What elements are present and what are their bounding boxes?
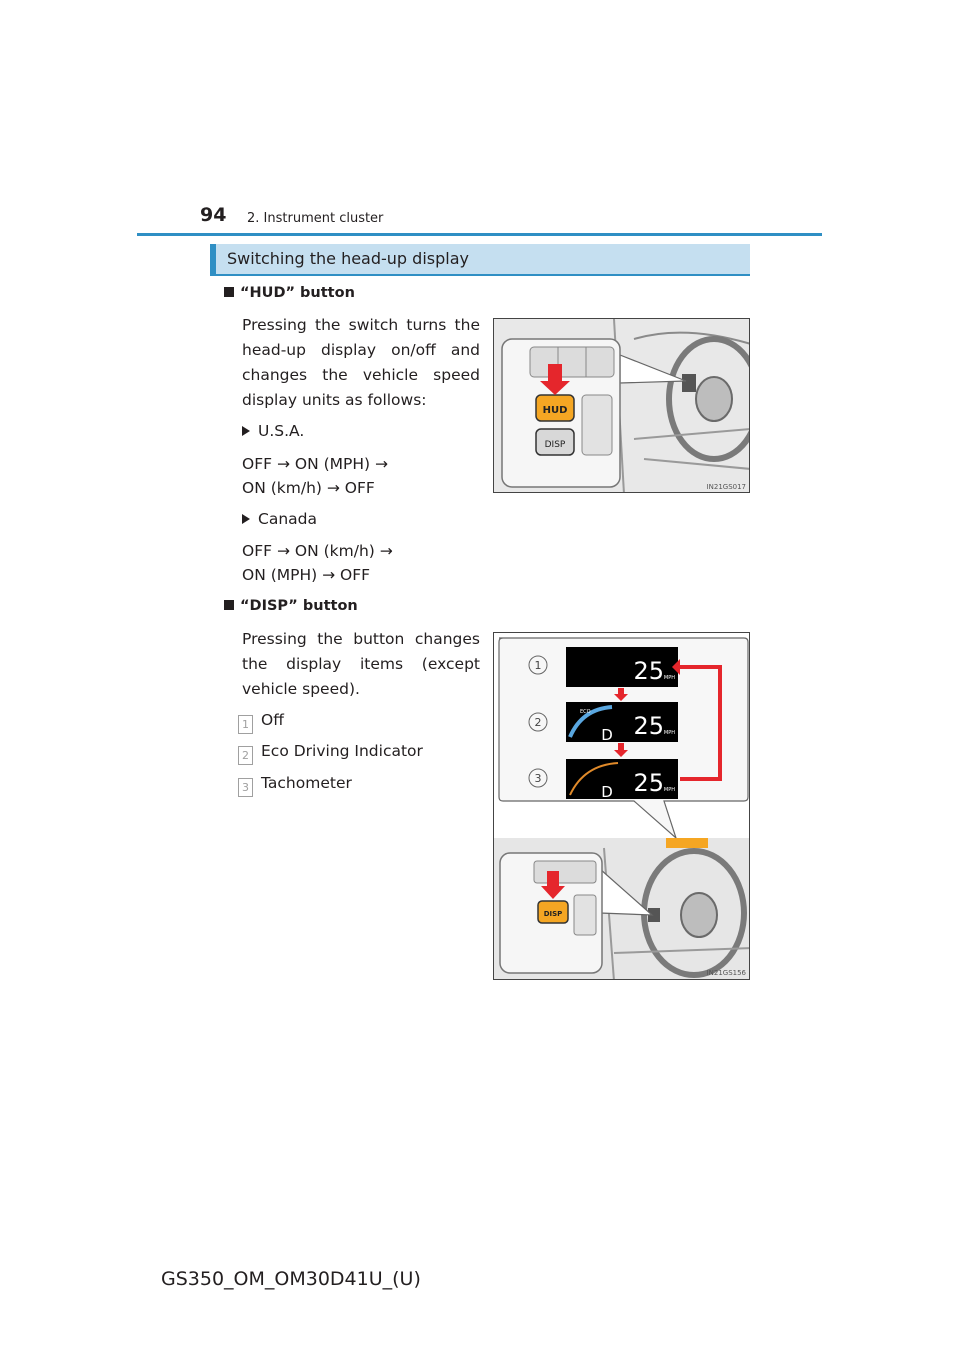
svg-text:ECO: ECO [580, 709, 591, 715]
svg-text:IN21GS017: IN21GS017 [706, 483, 746, 491]
svg-text:25: 25 [633, 657, 664, 685]
svg-text:DISP: DISP [543, 910, 563, 918]
usa-sequence-line-2: ON (km/h) → OFF [242, 479, 375, 497]
disp-illustration-svg [494, 633, 750, 980]
svg-text:2: 2 [534, 716, 542, 729]
document-code-footer: GS350_OM_OM30D41U_(U) [161, 1268, 421, 1290]
square-bullet-icon [224, 600, 234, 610]
canada-sequence-line-2: ON (MPH) → OFF [242, 566, 371, 584]
page-number: 94 [200, 204, 227, 226]
hud-description: Pressing the switch turns the head-up display on/off and changes the vehicle speed display units as follows: [242, 316, 480, 409]
item-label-eco-driving-indicator: Eco Driving Indicator [261, 742, 423, 760]
disp-button-illustration [493, 632, 750, 980]
svg-text:HUD: HUD [542, 405, 568, 416]
svg-text:IN21GS156: IN21GS156 [706, 969, 746, 977]
item-number-badge: 1 [238, 715, 253, 734]
section-heading [210, 244, 750, 275]
triangle-bullet-icon [242, 514, 250, 524]
item-number-badge: 3 [238, 778, 253, 797]
heading-rule [210, 274, 750, 276]
header-rule [137, 233, 822, 236]
hud-subheading [224, 285, 355, 301]
svg-text:25: 25 [633, 712, 664, 740]
triangle-bullet-icon [242, 426, 250, 436]
hud-illustration-svg [494, 319, 750, 493]
hud-button-illustration [493, 318, 750, 493]
disp-description: Pressing the button changes the display items (except vehicle speed). [242, 630, 480, 698]
svg-text:MPH: MPH [663, 675, 675, 681]
svg-text:D: D [601, 726, 613, 744]
canada-label-row [242, 510, 317, 528]
svg-text:1: 1 [534, 659, 542, 672]
item-label-off: Off [261, 711, 284, 729]
item-number-badge: 2 [238, 746, 253, 765]
svg-text:MPH: MPH [663, 730, 675, 736]
svg-text:MPH: MPH [663, 787, 675, 793]
svg-text:25: 25 [633, 769, 664, 797]
svg-text:3: 3 [534, 772, 542, 785]
hud-subheading-text: “HUD” button [240, 285, 355, 301]
usa-label-row [242, 422, 304, 440]
square-bullet-icon [224, 287, 234, 297]
section-title: 2. Instrument cluster [247, 211, 384, 226]
canada-sequence-line-1: OFF → ON (km/h) → [242, 542, 393, 560]
usa-sequence-line-1: OFF → ON (MPH) → [242, 455, 388, 473]
svg-text:D: D [601, 783, 613, 801]
item-label-tachometer: Tachometer [261, 774, 352, 792]
usa-label: U.S.A. [258, 422, 305, 440]
disp-subheading-text: “DISP” button [240, 598, 358, 614]
disp-subheading [224, 598, 358, 614]
canada-label: Canada [258, 510, 317, 528]
svg-text:DISP: DISP [544, 440, 566, 450]
section-heading-text: Switching the head-up display [227, 249, 469, 268]
